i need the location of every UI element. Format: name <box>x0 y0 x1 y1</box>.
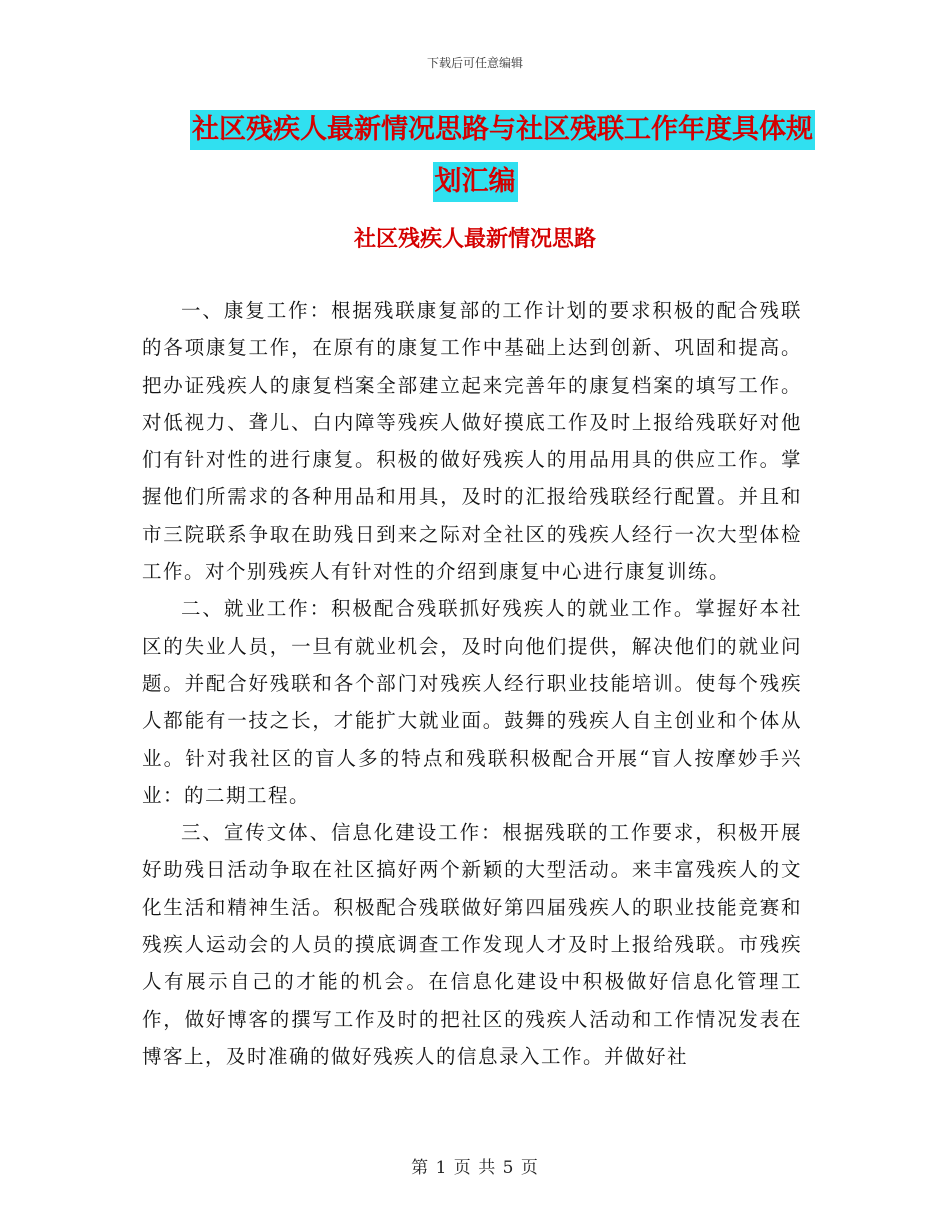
header-note: 下载后可任意编辑 <box>426 56 523 70</box>
document-title-line-2: 划汇编 <box>433 162 518 202</box>
document-title <box>140 110 813 202</box>
section-heading: 社区残疾人最新情况思路 <box>353 227 596 252</box>
paragraph-publicity-informatization: 三、宣传文体、信息化建设工作：根据残联的工作要求，积极开展好助残日活动争取在社区搞好两个新颖的大型活动。来丰富残疾人的文化生活和精神生活。积极配合残联做好第四届残疾人的职业技能竞赛和残疾人运动会的人员的摸底调查工作发现人才及时上报给残联。市残疾人有展示自己的才能的机会。在信息化建设中积极做好信息化管理工作，做好博客的撰写工作及时的把社区的残疾人活动和工作情况发表在博客上，及时准确的做好残疾人的信息录入工作。并做好社 <box>142 821 802 1068</box>
page-footer: 第 1 页 共 5 页 <box>411 1158 539 1178</box>
document-body <box>142 292 802 1075</box>
document-title-line-1: 社区残疾人最新情况思路与社区残联工作年度具体规 <box>190 110 815 150</box>
paragraph-employment: 二、就业工作：积极配合残联抓好残疾人的就业工作。掌握好本社区的失业人员，一旦有就业机会，及时向他们提供，解决他们的就业问题。并配合好残联和各个部门对残疾人经行职业技能培训。使每个残疾人都能有一技之长，才能扩大就业面。鼓舞的残疾人自主创业和个体从业。针对我社区的盲人多的特点和残联积极配合开展“盲人按摩妙手兴业：的二期工程。 <box>142 597 802 807</box>
paragraph-rehabilitation: 一、康复工作：根据残联康复部的工作计划的要求积极的配合残联的各项康复工作，在原有的康复工作中基础上达到创新、巩固和提高。把办证残疾人的康复档案全部建立起来完善年的康复档案的填写工作。对低视力、聋儿、白内障等残疾人做好摸底工作及时上报给残联好对他们有针对性的进行康复。积极的做好残疾人的用品用具的供应工作。掌握他们所需求的各种用品和用具，及时的汇报给残联经行配置。并且和市三院联系争取在助残日到来之际对全社区的残疾人经行一次大型体检工作。对个别残疾人有针对性的介绍到康复中心进行康复训练。 <box>142 299 802 584</box>
